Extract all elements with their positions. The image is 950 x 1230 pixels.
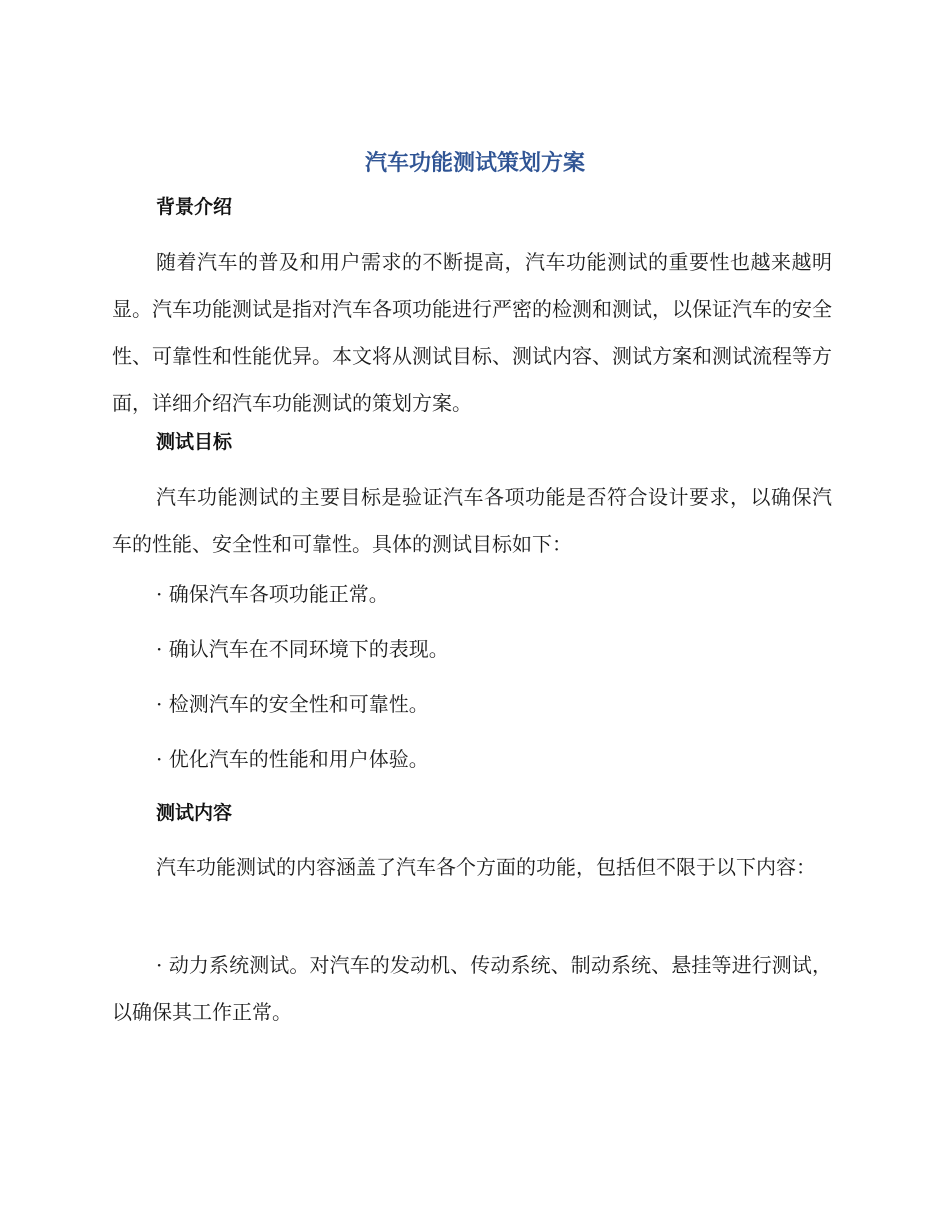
document-title: 汽车功能测试策划方案 [364,151,585,176]
section-paragraph-background: 随着汽车的普及和用户需求的不断提高，汽车功能测试的重要性也越来越明显。汽车功能测试是指对汽车各项功能进行严密的检测和测试，以保证汽车的安全性、可靠性和性能优异。本文将从测试目标、测试内容、测试方案和测试流程等方面，详细介绍汽车功能测试的策划方案。 [112,250,832,415]
list-item: · 检测汽车的安全性和可靠性。 [156,692,429,716]
section-heading-test-goals: 测试目标 [156,431,233,453]
section-paragraph-test-goals: 汽车功能测试的主要目标是验证汽车各项功能是否符合设计要求，以确保汽车的性能、安全性和可靠性。具体的测试目标如下： [112,485,832,556]
list-item: · 优化汽车的性能和用户体验。 [156,747,429,771]
list-item: · 动力系统测试。对汽车的发动机、传动系统、制动系统、悬挂等进行测试，以确保其工作正常。 [112,953,832,1024]
list-item: · 确认汽车在不同环境下的表现。 [156,637,449,661]
section-paragraph-test-content: 汽车功能测试的内容涵盖了汽车各个方面的功能，包括但不限于以下内容： [156,855,816,879]
list-item: · 确保汽车各项功能正常。 [156,582,389,606]
section-heading-background: 背景介绍 [156,196,233,218]
section-heading-test-content: 测试内容 [156,802,233,824]
